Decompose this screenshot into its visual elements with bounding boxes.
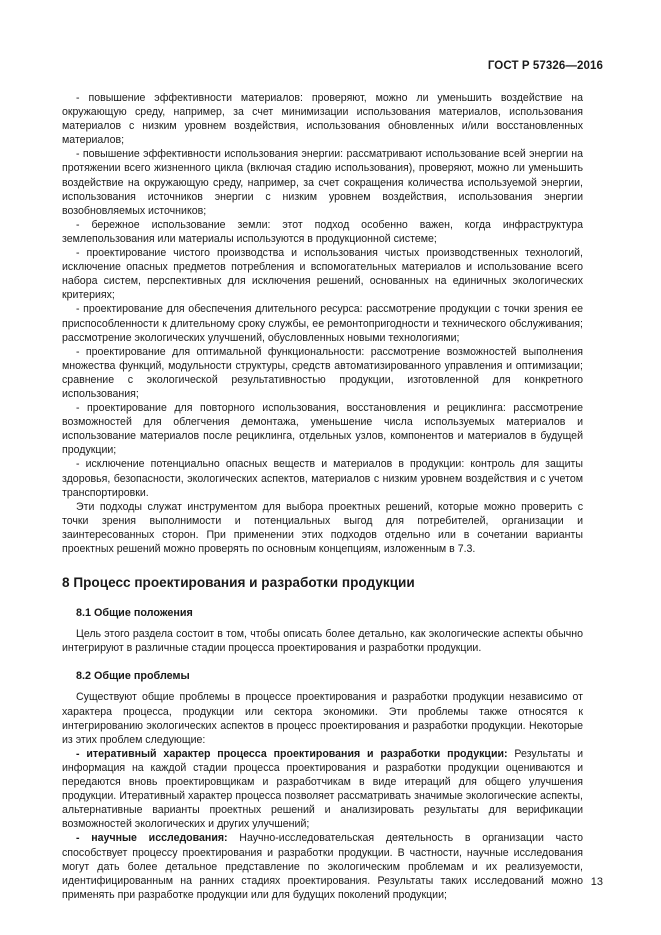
subsection-8-2-intro: Существуют общие проблемы в процессе проектирования и разработки продукции независимо от характера процесса, продукции или сектора экономики. Эти проблемы также относятся к интегрированию экологических аспектов в процесс проектирования и разработки продукции. Некоторые из этих проблем следующие: — [62, 691, 583, 746]
subsection-8-1-heading: 8.1 Общие положения — [76, 607, 193, 620]
page-number: 13 — [590, 876, 603, 888]
list-item-hazardous: - исключение потенциально опасных веществ и материалов в продукции: контроль для защиты здоровья, безопасности, экологических аспектов, материалов с низким уровнем воздействия и с учетом транспортировки. — [62, 458, 583, 499]
list-item-energy: - повышение эффективности использования энергии: рассматривают использование всей энергии на протяжении всего жизненного цикла (включая стадию использования), проверяют, можно ли уменьшить воздействие на окружающую среду, например, за счет сокращения количества используемой энергии, использования источников энергии с низким уровнем воздействия, использования энергии возобновляемых источников; — [62, 148, 583, 217]
list-item-long-life: - проектирование для обеспечения длительного ресурса: рассмотрение продукции с точки зрения ее приспособленности к длительному сроку службы, ее ремонтопригодности и технического обслуживания; рассмотрение экологических улучшений, обусловленных новыми технологиями; — [62, 303, 583, 344]
page-body — [62, 91, 583, 902]
subsection-8-2-heading: 8.2 Общие проблемы — [76, 670, 190, 683]
section-8-heading: 8 Процесс проектирования и разработки продукции — [62, 575, 415, 591]
list-item-clean-production: - проектирование чистого производства и использования чистых производственных технологий, исключение опасных предметов потребления и вспомогательных материалов и использование всего набора систем, перспективных для исключения решений, основанных на единичных экологических критериях; — [62, 247, 583, 302]
list-item-materials: - повышение эффективности материалов: проверяют, можно ли уменьшить воздействие на окружающую среду, например, за счет минимизации использования материалов, использования материалов с низким уровнем воздействия, использования обновленных и/или восстановленных материалов; — [62, 92, 583, 147]
issue-term-research: - научные исследования: — [76, 832, 228, 845]
issue-text-iterative: Результаты и информация на каждой стадии процесса проектирования и разработки продукции оцениваются и передаются вновь проектировщикам и разработчикам в виде итераций для общего улучшения продукции. Итеративный характер процесса позволяет рассматривать значимые экологические аспекты, альтернативные варианты проектных решений и анализировать результаты для верификации возможностей экологических и других улучшений; — [62, 747, 583, 831]
list-item-reuse: - проектирование для повторного использования, восстановления и рециклинга: рассмотрение возможностей для облегчения демонтажа, уменьшение числа используемых материалов и использование материалов после рециклинга, отдельных узлов, компонентов и материалов в будущей продукции; — [62, 402, 583, 457]
issue-text-research: Научно-исследовательская деятельность в организации часто способствует процессу проектирования и разработки продукции. В частности, научные исследования могут дать более детальное представление по экологическим проблемам и их реализуемости, идентифицированным на ранних стадиях проектирования. Результаты таких исследований можно применять при разработке продукции или для будущих поколений продукции; — [62, 832, 583, 901]
list-item-land: - бережное использование земли: этот подход особенно важен, когда инфраструктура землепользования или материалы используются в продукционной системе; — [62, 218, 583, 245]
section7-closing-paragraph: Эти подходы служат инструментом для выбора проектных решений, которые можно проверить с точки зрения выполнимости и потенциальных выгод для потребителей, организации и заинтересованных сторон. При применении этих подходов отдельно или в сочетании варианты проектных решений можно проверять по основным концепциям, изложенным в 7.3. — [62, 500, 583, 555]
subsection-8-1-text: Цель этого раздела состоит в том, чтобы описать более детально, как экологические аспекты обычно интегрируют в различные стадии процесса проектирования и разработки продукции. — [62, 628, 583, 655]
issue-item-research — [62, 831, 583, 901]
list-item-functionality: - проектирование для оптимальной функциональности: рассмотрение возможностей выполнения множества функций, модульности структуры, средств автоматизированного управления и оптимизации; сравнение с экологической результативностью продукции, изготовленной для конкретного использования; — [62, 345, 583, 400]
issue-term-iterative: - итеративный характер процесса проектирования и разработки продукции: — [76, 747, 508, 760]
document-code: ГОСТ Р 57326—2016 — [487, 60, 603, 72]
issue-item-iterative — [62, 747, 583, 832]
